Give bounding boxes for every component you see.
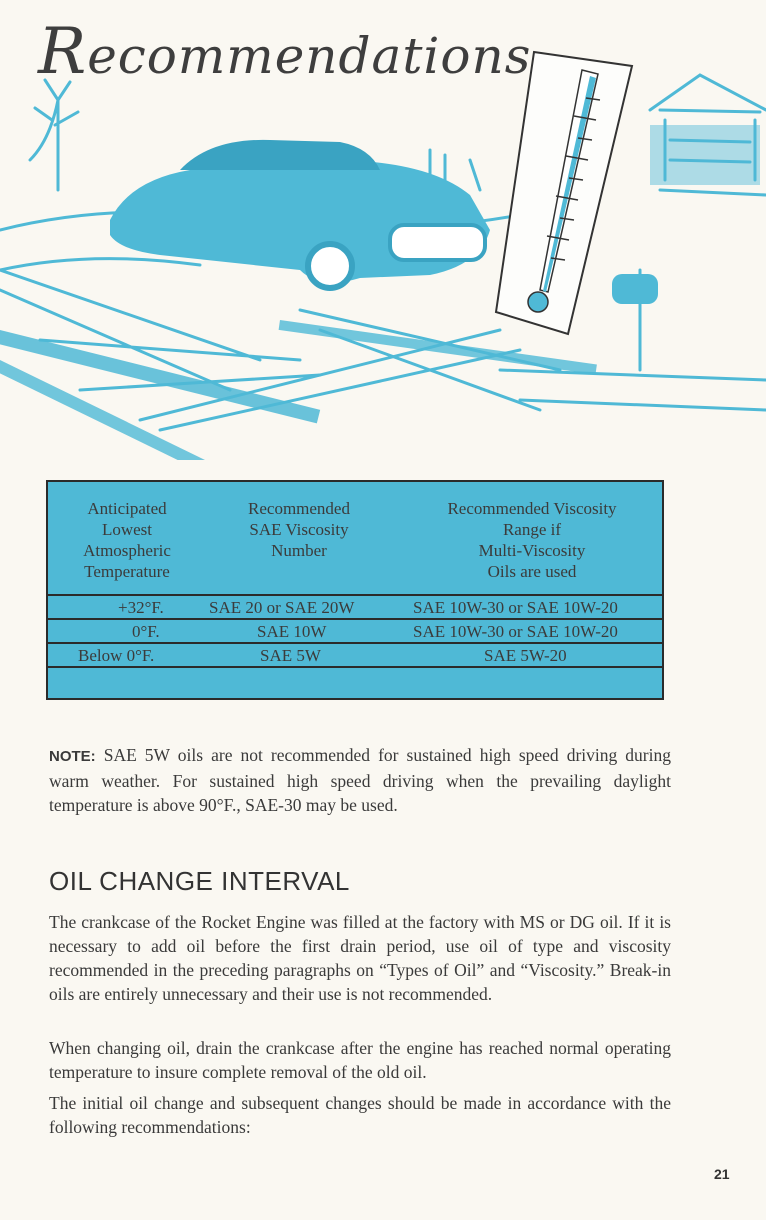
header-sae-number: Recommended SAE Viscosity Number (248, 499, 350, 560)
paragraph-factory-oil: The crankcase of the Rocket Engine was filled at the factory with MS or DG oil. If it is necessary to add oil before the first drain period, use oil of type and viscosity recommended in the preceding paragraphs on “Types of Oil” and “Viscosity.” Break-in oils are entirely unnecessary and their use is not recommended. (49, 912, 671, 1004)
cell-temperature: 0°F. (132, 622, 160, 641)
cell-sae-number: SAE 10W (257, 622, 327, 641)
paragraph-changing-oil: When changing oil, drain the crankcase after the engine has reached normal operating temperature to insure complete removal of the old oil. (49, 1038, 671, 1082)
table-row (48, 642, 662, 666)
cell-sae-number: SAE 5W (260, 646, 321, 665)
section-heading: OIL CHANGE INTERVAL (49, 866, 350, 896)
header-multi-viscosity: Recommended Viscosity Range if Multi-Viscosity Oils are used (447, 499, 617, 581)
table-header (48, 482, 662, 594)
table-row-empty (48, 666, 662, 698)
cell-temperature: +32°F. (118, 598, 164, 617)
note-text: SAE 5W oils are not recommended for sustained high speed driving during warm weather. For sustained high speed driving when the prevailing daylight temperature is above 90°F., SAE-30 may be used. (49, 745, 671, 815)
cell-multi-viscosity: SAE 10W-30 or SAE 10W-20 (413, 598, 618, 617)
cell-sae-number: SAE 20 or SAE 20W (209, 598, 355, 617)
page-number: 21 (714, 1166, 730, 1182)
cell-multi-viscosity: SAE 5W-20 (484, 646, 567, 665)
header-temperature: Anticipated Lowest Atmospheric Temperature (83, 499, 171, 581)
note-label: NOTE: (49, 748, 96, 765)
title-rest: ecommendations (87, 27, 532, 85)
note-paragraph (49, 743, 671, 817)
winter-car-thermometer-illustration (0, 30, 766, 460)
cell-temperature: Below 0°F. (78, 646, 155, 665)
viscosity-table (46, 480, 664, 700)
table-row (48, 594, 662, 618)
paragraph-initial-change: The initial oil change and subsequent changes should be made in accordance with the following recommendations: (49, 1093, 671, 1137)
title-initial: R (38, 15, 88, 89)
table-row (48, 618, 662, 642)
cell-multi-viscosity: SAE 10W-30 or SAE 10W-20 (413, 622, 618, 641)
